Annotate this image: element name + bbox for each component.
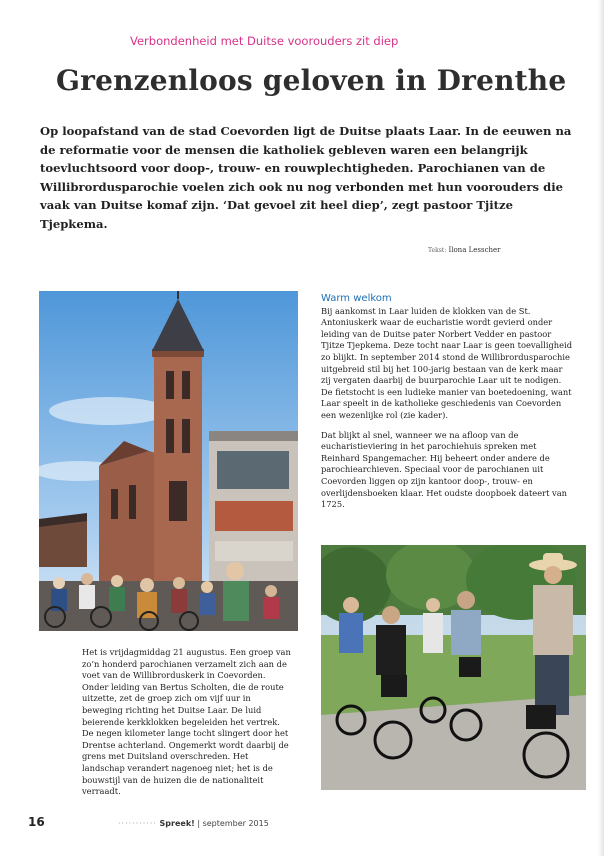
left-column — [82, 647, 292, 798]
footer-leader: ··········· — [118, 819, 157, 828]
page-number: 16 — [28, 815, 45, 829]
byline-author: Ilona Lesscher — [448, 246, 501, 254]
article-title: Grenzenloos geloven in Drenthe — [56, 64, 567, 97]
section-subheading: Warm welkom — [321, 293, 392, 304]
church-photo — [39, 291, 298, 631]
article-kicker: Verbondenheid met Duitse voorouders zit diep — [130, 34, 399, 48]
footer-separator: | — [197, 819, 203, 828]
issue-date: september 2015 — [202, 819, 269, 828]
byline — [428, 246, 501, 254]
byline-label: Tekst: — [428, 247, 447, 254]
cyclists-photo — [321, 545, 586, 790]
right-paragraph-1: Bij aankomst in Laar luiden de klokken van de St. Antoniuskerk waar de eucharistie wordt gevierd onder leiding van de Duitse pater Norbert Vedder en pastoor Tjitze Tjepkema. Deze tocht naar Laar is geen toevalligheid zo blijkt. In september 2014 stond de Willibrordusparochie uitgebreid stil bij het 100-jarig bestaan van de kerk maar zij vergaten daarbij de buurparochie Laar uit te nodigen. De fietstocht is een ludieke manier van boetedoening, want Laar speelt in de katholieke geschiedenis van Coevorden een wezenlijke rol (zie kader). — [321, 305, 573, 420]
article-intro: Op loopafstand van de stad Coevorden ligt de Duitse plaats Laar. In de eeuwen na de reformatie voor de mensen die katholiek gebleven waren een belangrijk toevluchtsoord voor doop-, trouw- en rouwplechtigheden. Parochianen van de Willibrordusparochie voelen zich ook nu nog verbonden met hun voorouders die vaak van Duitse komaf zijn. ‘Dat gevoel zit heel diep’, zegt pastoor Tjitze Tjepkema. — [40, 124, 572, 231]
page-edge-shadow — [598, 0, 604, 856]
magazine-name: Spreek! — [159, 819, 195, 828]
right-paragraph-2: Dat blijkt al snel, wanneer we na afloop van de eucharistieviering in het parochiehuis spreken met Reinhard Spangemacher. Hij beheert onder andere de parochiearchieven. Speciaal voor de parochianen uit Coevorden liggen op zijn kantoor doop-, trouw- en overlijdensboeken klaar. Het oudste doopboek dateert van 1725. — [321, 429, 568, 510]
page-footer — [118, 819, 269, 828]
right-column — [321, 293, 573, 519]
left-paragraph: Het is vrijdagmiddag 21 augustus. Een groep van zo’n honderd parochianen verzamelt zich aan de voet van de Willibrorduskerk in Coevorden. Onder leiding van Bertus Scholten, die de route uitzette, zet de groep zich om vijf uur in beweging richting het Duitse Laar. De luid beierende kerkklokken begeleiden het vertrek. De negen kilometer lange tocht slingert door het Drentse achterland. Ongemerkt wordt daarbij de grens met Duitsland overschreden. Het landschap verandert nagenoeg niet; het is de bouwstijl van de huizen die de nationaliteit verraadt. — [82, 647, 291, 797]
